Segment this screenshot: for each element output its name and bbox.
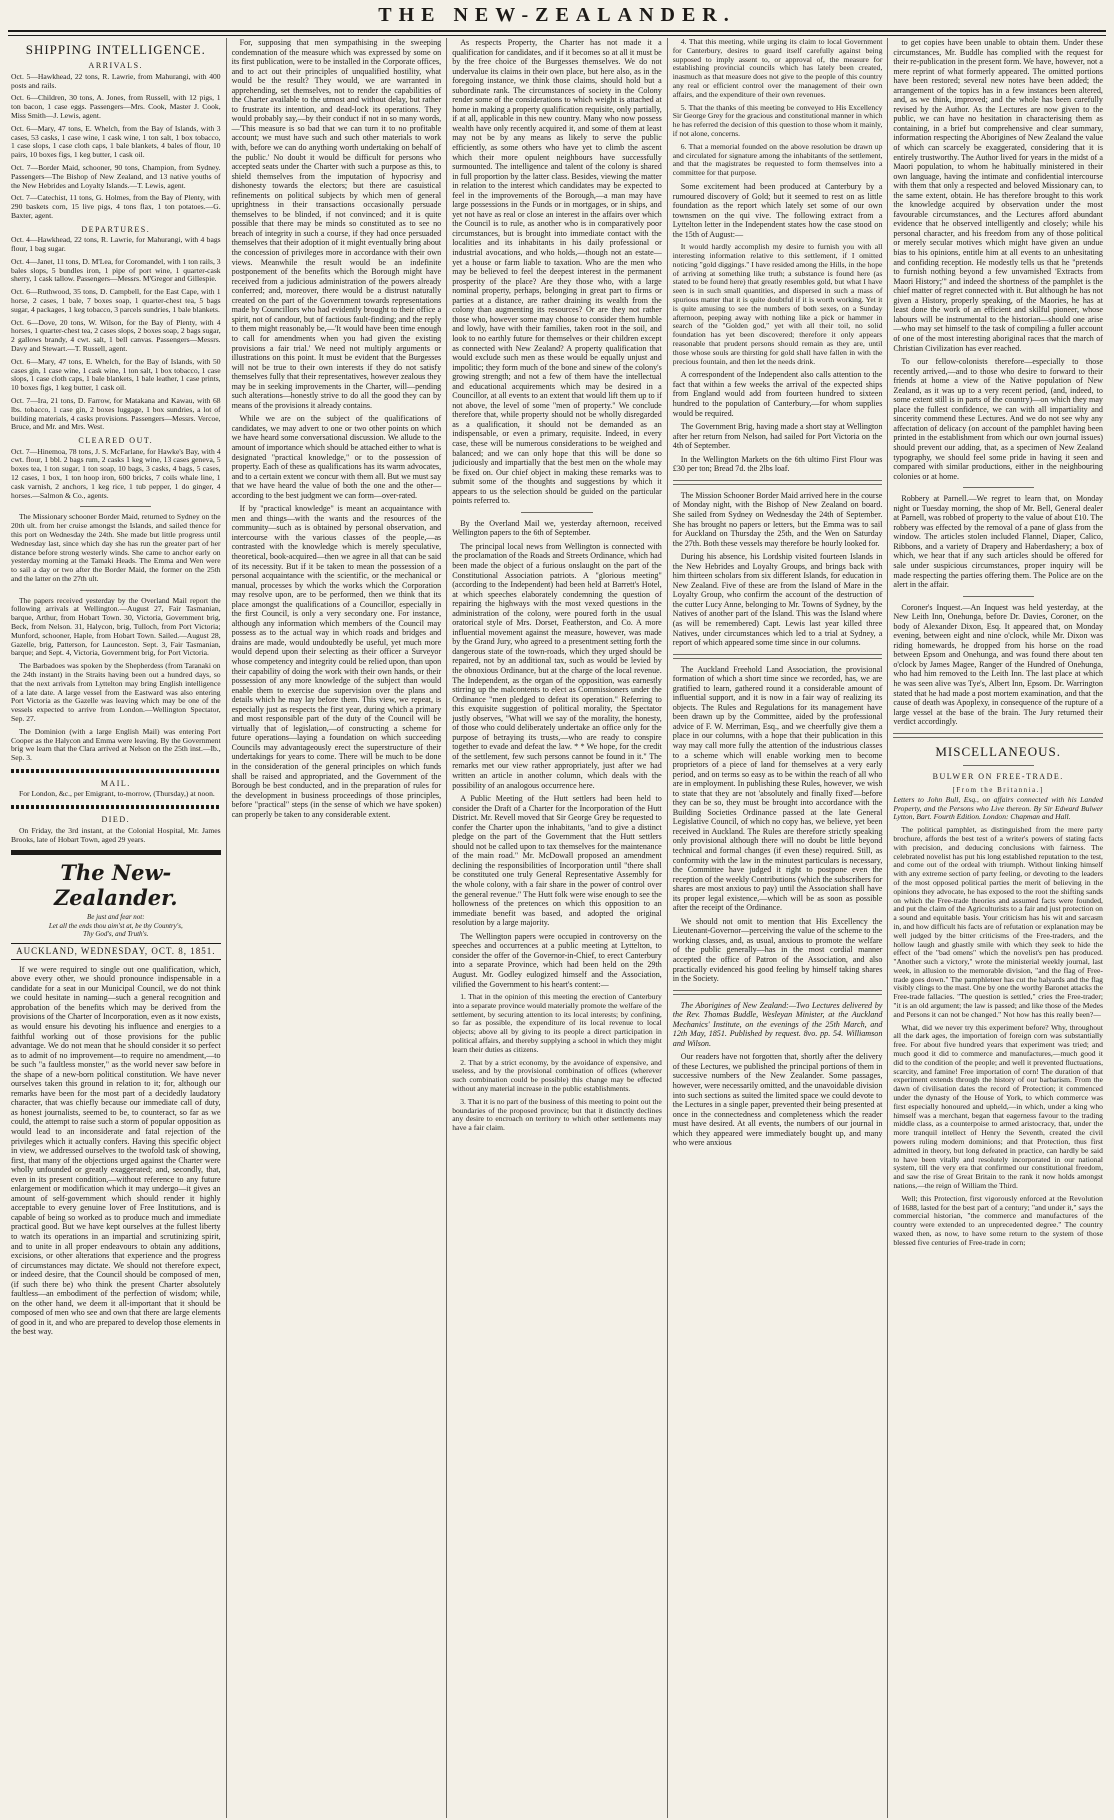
misc-paragraph: The political pamphlet, as distinguished from the mere party brochure, affords the best test of a writer's powers of stating facts with precision, and deducing conclusions with fairness. The celebrated novelist has put his long established reputation to the test, and come out of the ordeal with triumph. Without linking himself with any extreme section of party feeling, or devoting to the leaders of the most opposed political parties the merit of believing in the opinions they advocate, he has exposed to the root the shifting sands on which the Free-trade theories and assumed facts were founded, and put the claim of the Agriculturists to a fair and just protection on a sound and equitable basis. Your criticism has his wit and sarcasm in, and how difficult his facts are of refutation or explanation may be well judged by the bitter criticisms of the Free-traders, and the hollow laugh and ghastly smile with which they seek to hide the effect of the "bad omens" which the novelist's pen has produced. "Another such a victory," wrote the ministerial weekly journal, last week, in allusion to the memorable division, "and the flag of Free-trade goes down." The pamphleteer has cut the halyards and the flag visibly clings to the mast. One by one the worthy Baronet attacks the Free-trade fallacies. "The question is settled," cries the Free-trader; "it is an old argument; the law is passed; and like those of the Medes and Persons it can not be changed." Not how has this really been?— xyxy=(893,825,1103,1019)
news-item: The Barbadoes was spoken by the Shepherdess (from Taranaki on the 24th instant) in the Straits having been out a hundred days, so that the next arrivals from Lyttelton may bring English intelligence of a late date. A large vessel from the Eastward was also entering Port Victoria as the Gazelle was leaving which may be one of the vessels expected to arrive from London.—Wellington Spectator, Sep. 27. xyxy=(11,661,221,724)
double-rule xyxy=(893,733,1103,738)
resolution: 3. That it is no part of the business of this meeting to point out the boundaries of the proposed province; but that it distinctly declines any desire to encroach on territory to which other settlements may have a fair claim. xyxy=(452,1096,662,1133)
news-paragraph: We should not omit to mention that His Excellency the Lieutenant-Governor—perceiving the value of the scheme to the working classes, and, as usual, anxious to promote the welfare of the public generally—has in the most cordial manner accepted the office of Patron of the Association, and also practically evidenced his good feeling by himself taking shares in the Society. xyxy=(672,916,883,984)
arrival-item: Oct. 5—Hawkhead, 22 tons, R. Lawrie, from Mahurangi, with 400 posts and rails. xyxy=(11,71,221,90)
double-rule xyxy=(673,654,883,659)
editorial-paragraph: As respects Property, the Charter has not made it a qualification for candidates, and if it becomes so at all it must be by the free choice of the Burgesses themselves. We do not undervalue its claims in their own place, but here also, as in the foregoing instance, we think those claims, should hold but a subordinate rank. The circumstances of society in the Colony render some of the considerations to which weight is attached at home in making a property qualification requisite, only partially, if at all, applicable in this new country. Many who now possess wealth have only recently acquired it, and some of them at least may not be by any means as likely to serve the public efficiently, as some others who have yet to climb the ascent which their more opulent neighbours have successfully surmounted. The intelligence and talent of the colony is shared in full proportion by the latter class. Besides, viewing the matter in relation to the interest which candidates may be expected to feel in the improvements of the Borough,—a man may have large possessions in the Funds or in mortgages, or in ships, and yet not have as real or close an interest in the affairs over which the Council is to rule, as another who is in comparatively poor circumstances, but is brought into immediate contact with the localities and its inhabitants in his daily professional or industrial avocations, and who holds,—though not an estate—yet a house or farm liable to taxation. Who are the men who may be believed to feel the deepest interest in the permanent prosperity of the place? Are they those who, with a large nominal property, perhaps, belonging in great part to firms or parties at a distance, are rather draining its wealth from the colony than augmenting its resources? Or are they not rather those who, however some may choose to consider them humble and lowly, have with their families, taken root in the soil, and look to no earthly future for themselves or their children except as connected with New Zealand? A property qualification that would exclude such men as these would be equally unjust and impolitic; they form much of the bone and sinew of the colony's growing strength; and not a few of them have the intellectual and educational acquirements which may be desired in a Councillor, at all events to an extent that would lift them up to if not above, the level of some "men of property." We conclude therefore that, while property should not be wholly disregarded as a qualification, it should not be demanded as an indispensable, or even a primary, requisite. Indeed, in every case, these will be numerous considerations to be weighed and balanced; and we can only hope that this will be done so judiciously and impartially that the best men on the whole may be fixed on. Our chief object in making these remarks was to submit some of the thoughts and suggestions by which it appears to us the selection should be guided on the particular points referred to. xyxy=(452,38,662,506)
ornament-rule xyxy=(11,769,221,773)
news-item: The Dominion (with a large English Mail) was entering Port Cooper as the Halycon and Emma were leaving. By the Government brig we learn that the Clara arrived at Nelson on the 25th inst.—Ib., Sep. 3. xyxy=(11,726,221,763)
divider xyxy=(963,765,1034,766)
resolution: 6. That a memorial founded on the above resolution be drawn up and circulated for signature among the inhabitants of the settlement, and that the magistrates be requested to form themselves into a committee for that purpose. xyxy=(672,141,883,178)
news-item: The Missionary schooner Border Maid, returned to Sydney on the 20th ult. from her cruise amongst the Islands, and sailed thence for this port on Wednesday the 24th. She made but little progress until Wednesday last, since which day she has run the greater part of her distance before strong westerly winds. She came to anchor early on yesterday morning at the Tamaki Heads. The Emma and Wen were to sail a day or two after the Border Maid, the former on the 25th and the latter on the 27th ult. xyxy=(11,512,221,583)
arrival-item: Oct. 6—Mary, 47 tons, E. Whelch, from the Bay of Islands, with 3 cases, 53 casks, 1 case wine, 1 cask wine, 1 ton salt, 1 box tobacco, 1 case slops, 1 case cloth caps, 1 bale blankets, 4 bales of flour, 10 pairs, 10 boxes figs, 1 keg butter, 1 cask oil. xyxy=(11,123,221,160)
quoted-letter: It would hardly accomplish my desire to furnish you with all interesting information relative to this settlement, if I omitted noticing "gold diggings." I have resided among the Hills, in the hope of arriving at something like truth; a substance is found here (as stated to be found here) that greatly resembles gold, but what I have seen is in such small quantities, and dispersed in such a mass of spurious matter that it is quite doubtful if it is worth working. Yet it is quite amusing to see the numbers of both sexes, on a Sunday afternoon, peeping away with nothing like a pick or hammer in search of the "Golden god," yet with all their toil, no solid foundation has yet been discovered; therefore it only appears reasonable that prudent persons should remain as they are, until those whose souls are thirsting for gold shall have fallen in with the precious fountain, and then let the needs drink. xyxy=(672,242,883,366)
misc-source: [From the Britannia.] xyxy=(952,785,1044,794)
mail-text: For London, &c., per Emigrant, to-morrow, (Thursday,) at noon. xyxy=(19,789,215,799)
arrival-item: Oct. 7—Catechist, 11 tons, G. Holmes, from the Bay of Plenty, with 290 baskets corn, 15 live pigs, 4 tons flax, 1 ton potatoes.—G. Baxter, agent. xyxy=(11,193,221,220)
columns xyxy=(6,38,1108,1818)
news-paragraph: During his absence, his Lordship visited fourteen Islands in the New Hebrides and Loyalty Groups, and brings back with him thirteen scholars from six different Islands, for education in New Zealand. Five of these are from the Island of Mare in the Loyalty Group, who confirm the account of the destruction of the cutter Lucy Anne, belonging to Mr. Towns of Sydney, by the Natives of another part of the Island. This was the Island where (as will be remembered) Capt. Lewis last year killed three Natives, under circumstances which led to a trial at Sydney, a report of which appeared some time since in our columns. xyxy=(672,552,883,648)
news-paragraph: The Auckland Freehold Land Association, the provisional formation of which a short time since we recorded, has, we are gratified to learn, gathered round it a considerable amount of influential support, and it is now in a fair way of realizing its objects. The Rules and Regulations for its management have been drawn up by the Committee, aided by the professional advice of F. W. Merriman, Esq., and we cheerfully give them a place in our columns, with a hope that their publication in this way may call more fully the attention of the industrious classes to a scheme which will enable working men to become proprietors of a piece of land for themselves at a very early period, and on terms so easy as to be within the reach of all who are in employment. In publishing these Rules, however, we wish to state that they are not 'absolutely and finally fixed'—before they can be so, they must be brought into accordance with the Building Societies Ordinance passed at the late General Legislative Council, of which no copy has, we believe, yet been received in Auckland. The Rules are therefore strictly speaking only provisional although there will no doubt be little beyond technical and formal changes (if even these) required. Still, as conformity with the law in the minutest particulars is necessary, the Committee have judged it right to postpone even the reception of the weekly Contributions (which the subscribers for shares are most anxious to pay) until the Association shall have its proper legal existence,—which will be as soon as possible after the receipt of the Ordinance. xyxy=(672,664,883,913)
cleared-label: CLEARED OUT. xyxy=(78,436,154,446)
double-rule xyxy=(673,480,883,485)
news-paragraph: In the Wellington Markets on the 6th ultimo First Flour was £30 per ton; Bread 7d. the 2lbs loaf. xyxy=(672,454,883,474)
masthead: THE NEW-ZEALANDER. xyxy=(378,3,736,26)
column-5 xyxy=(888,38,1108,1818)
motto-line: Be just and fear not: xyxy=(87,912,145,921)
news-paragraph: To our fellow-colonists therefore—especially to those recently arrived,—and to those who desire to forward to their friends at home a view of the Native population of New Zealand, as it was up to a very recent period, (and, indeed, to some extent still is in parts of the country)—on which they may place the fullest confidence, we can with all impartiality and sincerity commend these Lectures. And we do not see why any affectation of delicacy (on account of the pamphlet having been printed in the establishment from which our own journal issues) should prevent our adding, that, as a specimen of New Zealand typography, we should feel some pride in having it seen and compared with similar productions, either in the neighbouring colonies or at home. xyxy=(893,357,1103,481)
news-paragraph: A correspondent of the Independent also calls attention to the fact that within a few weeks the arrival of the expected ships from England would add from fourteen hundred to sixteen hundred to the population of Canterbury,—for whom supplies would be required. xyxy=(672,370,883,418)
mail-label: MAIL. xyxy=(100,779,131,789)
divider xyxy=(80,506,151,507)
misc-paragraph: Well; this Protection, first vigorously enforced at the Revolution of 1688, lasted for the best part of a century; "and under it," says the commercial historian, "the commerce and manufactures of the country were extended to an unprecedented degree." The country waxed then, as now, to have some return to the system of those blessed five centuries of Free-trade in corn; xyxy=(893,1193,1103,1247)
departures-label: DEPARTURES. xyxy=(81,224,151,234)
cleared-item: Oct. 7—Hinemoa, 78 tons, J. S. McFarlane, for Hawke's Bay, with 4 cwt. flour, 1 bbl. 2 bags rum, 2 casks 1 keg wine, 13 cases geneva, 5 boxes tea, 1 ton sugar, 1 ton soap, 10 bags, 3 casks, 4 bags, 5 cases, 12 cases, 1 box, 1 ton hoop iron, 600 bricks, 7 coils whale line, 1 cask varnish, 2 anchors, 1 keg rice, 1 tub pepper, 1 do ginger, 4 horses.—Salmon & Co., agents. xyxy=(11,446,221,500)
divider xyxy=(963,596,1034,597)
departure-item: Oct. 4—Hawkhead, 22 tons, R. Lawrie, for Mahurangi, with 4 bags flour, 1 bag sugar. xyxy=(11,235,221,253)
misc-book: Letters to John Bull, Esq., on affairs connected with his Landed Property, and the Persons who Live thereon. By Sir Edward Bulwer Lytton, Bart. Fourth Edition. London: Chapman and Hall. xyxy=(893,794,1103,822)
divider xyxy=(521,512,592,513)
editorial-paragraph: If by "practical knowledge" is meant an acquaintance with men and things—with the wants and the resources of the community—such as is obtained by personal observation, and intercourse with the various classes of the people,—as contrasted with the knowledge which is merely speculative, theoretical, book-acquired—then we agree in all that can be said of its necessity. But if it be taken to mean the possession of a personal acquaintance with the scientific, or the mechanical or manual, processes by which the works which the Corporation may resolve upon, are to be performed, then we think that its place amongst the qualifications of a Councillor, especially in the first Council, is only a very secondary one. For instance, although any information which members of the Council may possess as to the actual way in which roads and bridges and drains are made, would undoubtedly be useful, yet much more would depend upon their selecting as their officer a Surveyor whose competency and integrity could be relied upon, than upon their capability of doing the work with their own hands, or their possession of any more knowledge of the subject than would enable them to exercise due supervision over the plans and details which he may lay before them. This view, we repeat, is especially just as respects the first year, during which a primary and most responsible part of the duty of the Council will be virtually that of legislation,—of constructing a scheme for future operations—laying a foundation on which succeeding Councils may advantageously erect the superstructure of their undertakings for years to come. There will be much to be done in the consideration of the general principles on which funds shall be raised and appropriated, and the Government of the Borough be best conducted, and in the preparation of rules for the development in business proceedings of those principles, before "practical" steps (in the sense of which we have spoken) can properly be taken to any considerable extent. xyxy=(231,504,442,819)
editorial-paragraph: While we are on the subject of the qualifications of candidates, we may advert to one or two other points on which we have heard some conversational discussion. We allude to the amount of importance which should be attached either to what is designated "practical knowledge," or to the possession of property. Each of these as qualifications has its warm advocates, and to a certain extent we concur with them all. But we must say that we have heard the value of both the one and the other—according to the best judgment we can form—over-rated. xyxy=(231,414,442,500)
masthead-rule xyxy=(8,30,1106,36)
paper-title: The New-Zealander. xyxy=(53,860,178,911)
news-paragraph: The Mission Schooner Border Maid arrived here in the course of Monday night, with the Bishop of New Zealand on board. She sailed from Sydney on Wednesday the 24th of September. She has brought no papers or letters, but the Emma was to sail for Auckland on Thursday the 25th, and the Wen on Saturday the 27th. Both these vessels may therefore be hourly looked for. xyxy=(672,490,883,548)
resolution: 2. That by a strict economy, by the avoidance of expensive, and useless, and by the provisional combination of offices (wherever such combination could be possible) this change may be effected without any material increase in the public establishments. xyxy=(452,1057,662,1094)
news-paragraph: The principal local news from Wellington is connected with the proclamation of the Roads and Streets Ordinance, which had been made the object of a furious onslaught on the part of the Constitutional Association patriots. A "glorious meeting" (according to the Independent) had been held at Barrett's Hotel, at which speeches elaborately condemning the question of repairing the highways with the most vexed questions in the administration of the colony, were poured forth in the usual oratorical style of Mrs. Dorset, Featherston, and Co. A more influential movement against the measure, however, was made by the Grand Jury, who agreed to a presentment setting forth the dangerous state of the town-roads, which they urged should be repaired, not by an additional tax, such as would be levied by the obnoxious Ordinance, but at the charge of the local revenue. The Independent, as the organ of the opposition, was earnestly stirring up the malcontents to elect as Commissioners under the Ordinance "men pledged to defeat its operation." Referring to this exquisite suggestion of political morality, the Spectator justly observes, "What will we say of the morality, the honesty, of those who could deliberately undertake an office only for the purpose of betraying its trusts,—who are ready to conspire together to evade and defeat the law. * * We hope, for the credit of the settlement, few such persons cannot be found in it." The remarks met our view rather appropriately, just after we had written an article in another column, which deals with the possibility of an analogous occurrence here. xyxy=(452,541,662,790)
news-paragraph: The Wellington papers were occupied in controversy on the speeches and occurrences at a public meeting at Lyttelton, to consider the offer of the Governor-in-Chief, to erect Canterbury into a separate Province, which had been held on the 29th August. Mr. Godley eulogized himself and the Association, vilified the Government to his heart's content:— xyxy=(452,931,662,989)
departure-item: Oct. 6—Dove, 20 tons, W. Wilson, for the Bay of Plenty, with 4 horses, 1 quarter-chest tea, 2 cases slops, 2 boxes soap, 2 bags sugar, 2 gallows brandy, 4 cwt. salt, 1 bell canvas. Passengers—Messrs. Davy and Stewart.—T. Russell, agent. xyxy=(11,317,221,353)
book-notice: The Aborigines of New Zealand:—Two Lectures delivered by the Rev. Thomas Buddle, Wesleyan Minister, at the Auckland Mechanics' Institute, on the evenings of the 25th March, and 12th May, 1851. Published by request. 8vo. pp. 54. Williamson and Wilson. xyxy=(672,1000,883,1048)
news-paragraph: The Government Brig, having made a short stay at Wellington after her return from Nelson, had sailed for Port Victoria on the 4th of September. xyxy=(672,422,883,451)
resolution: 5. That the thanks of this meeting be conveyed to His Excellency Sir George Grey for the gracious and constitutional manner in which he has referred the decision of this question to those whom it mainly, if not alone, concerns. xyxy=(672,102,883,138)
column-3 xyxy=(447,38,668,1818)
column-4 xyxy=(668,38,889,1818)
misc-subheading: BULWER ON FREE-TRADE. xyxy=(932,772,1064,782)
column-2 xyxy=(227,38,448,1818)
arrivals-label: ARRIVALS. xyxy=(88,61,144,71)
editorial-paragraph: For, supposing that men sympathising in the sweeping condemnation of the measure which was expressed by some on its first publication, were to be installed in the Corporate offices, and to act out their principles of unqualified hostility, what would be the result? They would, we are warranted in apprehending, set themselves, not to render the capabilities of the Charter available to the utmost and without delay, but rather to frustrate its intention, and dead-lock its operations. They would probably say,—by their conduct if not in so many words,—'This measure is so bad that we can turn it to no profitable account; we must have such and such other materials to work with, before we can do anything worth undertaking on behalf of the public.' No doubt it would be difficult for persons who accepted seats under the Charter with such a purpose as this, to shield themselves from the imputation of hypocrisy and dishonesty towards the electors; but there are casuistical refinements on political subjects by which men of general uprightness in their transactions occasionally persuade themselves to be blinded, if not convinced; and it is quite possible that there may be minds so constituted as to see no breach of integrity in such a course, if they had once persuaded themselves that their adoption of it might eventually bring about the concession of privileges more in accordance with their own views. Meanwhile the result would be an indefinite postponement of the benefits which the Borough might have received from a judicious administration of the powers already conferred; and, moreover, there would be a distrust naturally created on the part of the Government towards representations made by Councillors who had evidently brought to their office a spirit, not of candour, but of factious fault-finding; and the reply to them might reasonably be,—'It would have been time enough to call for amendments when you had given the existing provisions a fair trial.' We need not multiply arguments or illustrations on this point. It must be evident that the Burgesses will not be true to their own interests if they do not satisfy themselves fully that their representatives, however zealous they may be in seeking improvements in the Charter, will—pending such alterations—honestly strive to do all the good they can by means of the provisions it already contains. xyxy=(231,38,442,410)
news-paragraph: Robbery at Parnell.—We regret to learn that, on Monday night or Tuesday morning, the shop of Mr. Bell, General dealer at Parnell, was robbed of property to the value of about £10. The robbery was effected by the removal of a pane of glass from the window. The articles stolen included Flannel, Diaper, Calico, Ribbons, and a variety of Drapery and Haberdashery; a box of which, we hear that if any such articles should be offered for sale under suspicious circumstances, proper inquiry will be made respecting the parties offering them. The Police are on the alert in the affair. xyxy=(893,494,1103,590)
motto xyxy=(11,913,221,939)
divider xyxy=(963,487,1034,488)
thick-rule xyxy=(11,850,221,855)
died-label: DIED. xyxy=(101,815,131,825)
news-paragraph: to get copies have been unable to obtain them. Under these circumstances, Mr. Buddle has complied with the request for their re-publication in the present form. We have, however, not a mere reprint of what formerly appeared. The omitted portions have been restored; several new notes have been added; the arrangement of the topics has in a few instances been altered, and, as we think, improved; and the whole has been carefully revised by the Author. As the Lectures are now given to the public, we can have no hesitation in characterising them as containing, in a brief but comprehensive and clear summary, information respecting the Aborigines of New Zealand the value of which can scarcely be exaggerated, considering that it is entirely trustworthy. The Author lived for years in the midst of a Maori population, to whom he habitually ministered in their own language, having the intimate and confidential intercourse with them that only a respected and beloved Missionary can, to the same extent, obtain. He has therefore brought to this work the knowledge acquired by observation under the most favourable circumstances, and the Lectures afford abundant evidence that he observed intelligently and closely; while his personal character, and his freedom from any of those political or merely secular motives which might have given an undue bias to his opinions, entitle him at all events to an unhesitating and confiding reception. He modestly tells us that he "pretends to furnish nothing beyond a few unvarnished 'Extracts from Maori History;'" and indeed the shortness of the pamphlet is the chief matter of regret connected with it. But although he has not given a History, properly speaking, of the Maories, he has at least done the work of an efficient and skilful pioneer, whose labours will be instrumental to the historian—should one arise—who may set himself to the task of compiling a fuller account of one of the most interesting aboriginal races that the march of Christian Civilization has ever reached. xyxy=(893,38,1103,353)
news-item: The papers received yesterday by the Overland Mail report the following arrivals at Wellington.—August 27, Fair Tasmanian, barque, Arthur, from Hobart Town. 30, Victoria, Government brig, Beck, from Nelson. 31, Halycon, brig, Tulloch, from Port Victoria; Munford, schooner, Haple, from Hobart Town. Sailed.—August 28, Gazelle, brig, Patterson, for Launceston. Sept. 3, Fair Tasmanian, barque; and Sept. 4, Victoria, Government brig, for Port Victoria. xyxy=(11,595,221,658)
resolution: 1. That in the opinion of this meeting the erection of Canterbury into a separate province would materially promote the welfare of the settlement, by securing attention to its local interests; by confining, so far as possible, the expenditure of its local revenue to local objects; above all by giving to its people a direct participation in political affairs, and thereby supplying a school in which they might learn their duties as citizens. xyxy=(452,992,662,1054)
motto-line: Let all the ends thou aim'st at, be thy Country's, xyxy=(48,921,183,930)
news-paragraph: Coroner's Inquest.—An Inquest was held yesterday, at the New Leith Inn, Onehunga, before Dr. Davies, Coroner, on the body of Alexander Dixon, Esq. It appeared that, on Monday evening, between eight and nine o'clock, while Mr. Dixon was riding homewards, he dropped from his horse on the road between Epsom and Onehunga, and was found there about ten o'clock by James Magee, Ranger of the Hundred of Onehunga, who had him removed to the Leith Inn. The last place at which he was seen alive was Tye's, Albert Inn, Epsom. Dr. Warrington stated that he had made a post mortem examination, and that the cause of death was Apoplexy, in consequence of the rupture of a large vessel at the base of the brain. The Jury returned their verdict accordingly. xyxy=(893,602,1103,727)
column-1 xyxy=(6,38,227,1818)
ornament-rule xyxy=(11,805,221,809)
departure-item: Oct. 6—Ruthwood, 35 tons, D. Campbell, for the East Cape, with 1 horse, 2 cases, 1 bale, 7 boxes soap, 1 quarter-chest tea, 5 bags sugar, 4 packages, 1 keg tobacco, 3 parcels sundries, 1 bale blankets. xyxy=(11,287,221,314)
double-rule xyxy=(673,990,883,995)
departures-list xyxy=(11,236,221,432)
news-paragraph: Some excitement had been produced at Canterbury by a rumoured discovery of Gold; but it seemed to rest on as little foundation as the report which lately set some of our own townsmen on the qui vive. The following extract from a Lyttelton letter in the Independent states how the case stood on the 15th of August:— xyxy=(672,181,883,239)
divider xyxy=(80,590,151,591)
dateline: AUCKLAND, WEDNESDAY, OCT. 8, 1851. xyxy=(11,943,221,960)
arrival-item: Oct. 7—Border Maid, schooner, 90 tons, Champion, from Sydney. Passengers—The Bishop of New Zealand, and 13 native youths of the New Hebrides and Loyalty Islands.—T. Lewis, agent. xyxy=(11,162,221,190)
shipping-heading: SHIPPING INTELLIGENCE. xyxy=(25,42,206,57)
departure-item: Oct. 4—Janet, 11 tons, D. M'Lea, for Coromandel, with 1 ton rails, 3 bales slops, 5 bundles iron, 1 pipe of port wine, 1 quarter-cask sherry, 1 cask tallow. Passengers—Messrs. M'Gregor and Gillespie. xyxy=(11,256,221,284)
misc-heading: MISCELLANEOUS. xyxy=(935,743,1061,759)
news-paragraph: A Public Meeting of the Hutt settlers had been held to consider the Draft of a Charter for the Incorporation of the Hutt District. Mr. Revell moved that Sir George Grey be requested to confer the Charter upon the inhabitants, "and to give a distinct pledge on the part of the Government that the Hutt settlers should not be called upon to tax themselves for the maintenance of the main road." Mr. McDowall proposed an amendment declining the responsibilities of Incorporation until "there shall be constituted one truly General Representative Assembly for the whole colony, with a fair share in the power of control over the general revenue." The Hutt folk were wise enough to see the hollowness of the pretences on which this opposition to an immediate benefit was based, and adopted the original resolution by a large majority. xyxy=(452,794,662,928)
departure-item: Oct. 7—Ira, 21 tons, D. Farrow, for Matakana and Kawau, with 68 lbs. tobacco, 1 case gin, 2 boxes luggage, 1 box sundries, a lot of building materials, 4 casks provisions. Passengers—Messrs. Vercoe, Bruce, and Mr. and Mrs. West. xyxy=(11,395,221,432)
departure-item: Oct. 6—Mary, 47 tons, E. Whelch, for the Bay of Islands, with 50 cases gin, 1 case wine, 1 cask wine, 1 ton salt, 1 box tobacco, 1 case slops, 1 case cloth caps, 1 bale blankets, 1 bale leather, 1 case prints, 10 boxes figs, 1 keg butter, 1 cask oil. xyxy=(11,356,221,393)
arrivals-list xyxy=(11,73,221,221)
news-paragraph: By the Overland Mail we, yesterday afternoon, received Wellington papers to the 6th of September. xyxy=(452,518,662,538)
misc-paragraph: What, did we never try this experiment before? Why, throughout all the dark ages, the importation of foreign corn was substantially free. For about five hundred years that experiment was tried; and much good it did to commerce and manufactures,—much good it did to the condition of the people; and well it prevented fluctuations, scarcity, and famine! Free importation of corn! The duration of that experiment extends through the history of our barbarism. From the dawn of civilisation dates the record of Protection; it commenced under the dynasty of the House of York, to which commerce was first especially honoured and upheld,—in which, under a king who himself was a merchant, began that eagerness favour to the trading middle class, as a counterpoise to armed aristocracy, that, under the more tranquil intellect of Henry the Seventh, created the civil powers ruling modern dominions; and that Protection, thus first admitted in theory, but long defeated in practice, can hardly be said to have been vitally and resolutely incorporated in our national system, till the very era that confirmed our constitutional freedom, and saw the rise of Great Britain to the rank it now holds amongst nations,—the reign of William the Third. xyxy=(893,1022,1103,1191)
motto-line: Thy God's, and Truth's. xyxy=(83,930,149,939)
editorial-paragraph: If we were required to single out one qualification, which, above every other, we should pronounce indispensable in a candidate for a seat in our Municipal Council, we do not think we could hesitate in naming—such a general recognition and approbation of the benefits which may be derived from the provisions of the Charter of Incorporation, even as it now exists, as would ensure his devoting his influence and energies to a faithful working out of those provisions for the public advantage. We do not mean that he should consider it so perfect as to admit of no improvement—to require no amendment,—to be such "a faultless monster," as the world never saw before in the shape of a new-born political constitution. We have never ourselves taken this ground in relation to it; for, although our remarks have been for the most part of a decidedly laudatory character, that was chiefly because our immediate call of duty, as honest journalists, seemed to be, to counteract, so far as we could, the attempt to raise such a storm of popular opposition as would lead to an inconsiderate and fatal rejection of the privileges which it actually confers. Having this specific object in view, we addressed ourselves to the twofold task of showing, first, that many of the objections urged against the Charter were wholly unfounded or greatly exaggerated; and, secondly, that, even in its present condition,—without reference to any future enlargement or modification which it may undergo—it gives an amount of self-government which should render it highly acceptable to every genuine lover of Free Institutions, and is capable of being so worked as to produce much and immediate practical good. But we have kept ourselves at the fullest liberty to watch its operations in an impartial and scrutinizing spirit, and to unite in all proper endeavours to obtain any additions, excisions, or other alterations that experience and the progress of circumstances may dictate. We should not therefore expect, or indeed desire, that the Council should be composed of men, (if such there be) who think the present Charter absolutely faultless—an embodiment of the perfection of wisdom; while, on the other hand, we deem it all-important that it should be composed of men who see and own that there are large elements of good in it, and who are prepared to develop those elements in the best way. xyxy=(11,964,221,1337)
resolution: 4. That this meeting, while urging its claim to local Government for Canterbury, desires to guard itself carefully against being supposed to imply assent to, or approval of, the measure for establishing provincial councils which has lately been created, inasmuch as that measure does not give to the people of this country any real or efficient control over the management of their own affairs, and the expenditure of their own revenues. xyxy=(672,38,883,99)
arrival-item: Oct. 6—Children, 30 tons, A. Jones, from Russell, with 12 pigs, 1 ton bacon, 1 case eggs. Passengers—Mrs. Cook, Master J. Cook, Miss Smith—J. Lewis, agent. xyxy=(11,93,221,120)
news-paragraph: Our readers have not forgotten that, shortly after the delivery of these Lectures, we published the principal portions of them in successive numbers of the New Zealander. Some passages, however, were necessarily omitted, and the unavoidable division into such sections as suited the limited space we could devote to the Lectures in a single paper, prevented their being presented at once in the connectedness and completeness which the reader must have desired. At all events, the numbers of our journal in which they appeared were immediately bought up, and many who were anxious xyxy=(672,1052,883,1148)
died-text: On Friday, the 3rd instant, at the Colonial Hospital, Mr. James Brooks, late of Hobart Town, aged 29 years. xyxy=(11,825,221,844)
